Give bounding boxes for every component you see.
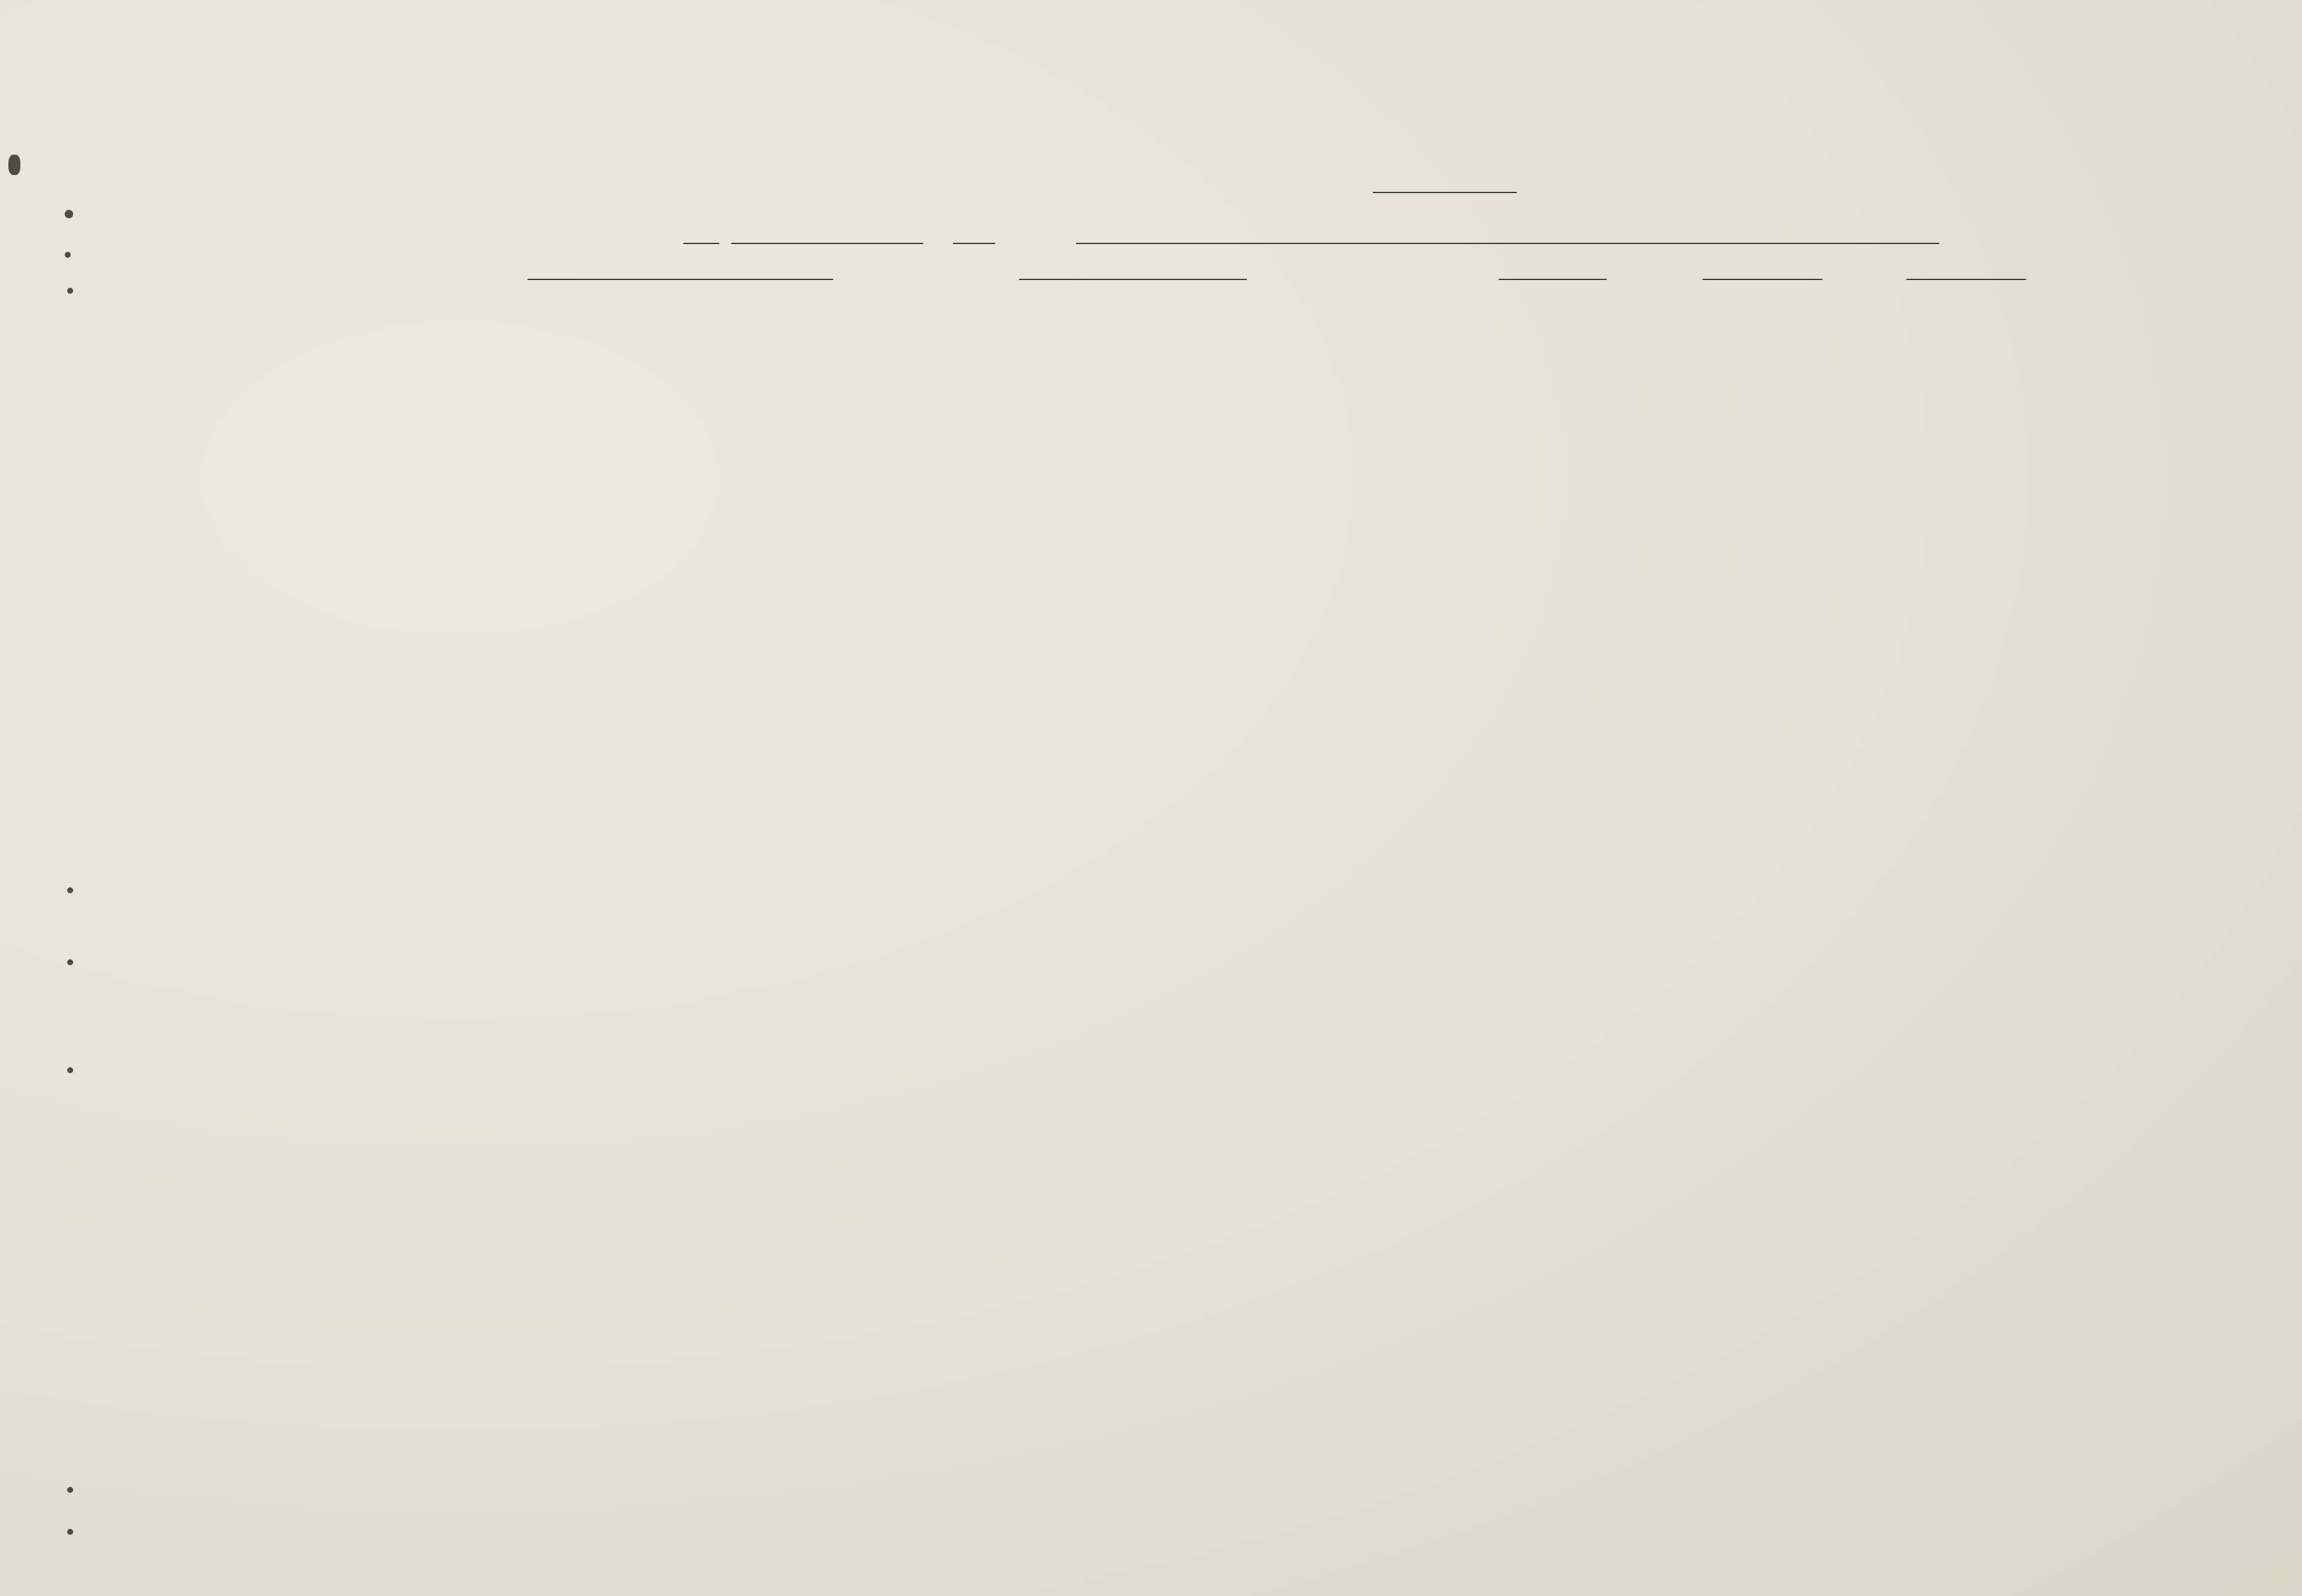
- punch-hole: [65, 252, 71, 258]
- blank-human-wagons: [1499, 279, 1607, 280]
- blank-total: [1019, 279, 1247, 280]
- blank-livestock-wagons: [1703, 279, 1822, 280]
- blank-platforms: [1906, 279, 2026, 280]
- punch-hole: [67, 1487, 73, 1493]
- blank-origin-region: [1076, 243, 1939, 244]
- punch-hole: [67, 1529, 73, 1535]
- punch-hole: [67, 887, 73, 893]
- punch-hole: [67, 288, 73, 294]
- punch-hole: [67, 959, 73, 965]
- punch-hole: [65, 210, 73, 218]
- blank-day: [683, 243, 719, 244]
- blank-year: [953, 243, 995, 244]
- blank-station: [528, 279, 833, 280]
- blank-month: [731, 243, 923, 244]
- echelon-number-blank: [1373, 192, 1517, 193]
- punch-hole: [8, 155, 20, 175]
- punch-hole: [67, 1067, 73, 1073]
